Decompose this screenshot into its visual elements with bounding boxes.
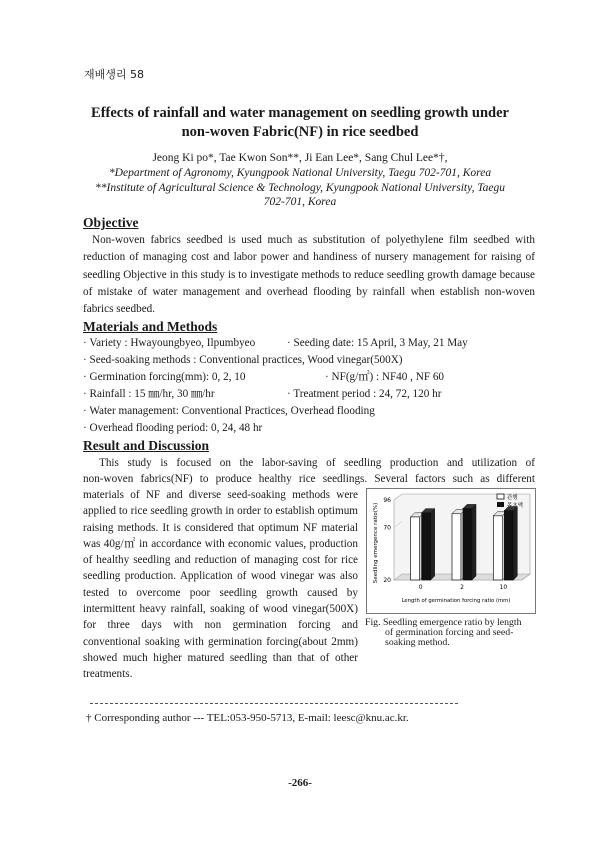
objective-text: Non-woven fabrics seedbed is used much as substitution of polyethylene film seedbed with reduction of managing cost and labor power and handiness of nursery management for raising of seedling Objective in this study is to investigate methods to reduce seedling growth damage because of mistake of water management and overhead flooding by rainfall when establish non-woven fabrics seedbed. (83, 234, 535, 316)
bar-2-0 (422, 513, 431, 580)
author-list: Jeong Ki po*, Tae Kwon Son**, Ji Ean Lee*, Sang Chul Lee*†, (152, 152, 448, 164)
paper-title (60, 104, 540, 142)
bar-side-2-0 (431, 509, 435, 580)
bar-2-10 (504, 511, 513, 580)
bar-side-2-2 (472, 504, 476, 580)
affiliation-line-1: *Department of Agronomy, Kyungpook National University, Taegu 702-701, Korea (108, 167, 492, 179)
methods-soaking: · Seed-soaking methods : Conventional practices, Wood vinegar(500X) (83, 354, 403, 366)
bar-2-2 (463, 508, 472, 580)
y-tick-label: 96 (383, 497, 391, 504)
legend-swatch-2 (497, 502, 504, 507)
bar-side-2-10 (513, 507, 517, 580)
x-tick-label: 10 (499, 584, 508, 591)
methods-seeding-date: · Seeding date: 15 April, 3 May, 21 May (287, 337, 468, 349)
y-tick-label: 70 (383, 524, 391, 532)
results-heading: Result and Discussion (83, 438, 210, 453)
methods-flooding: · Overhead flooding period: 0, 24, 48 hr (83, 422, 263, 434)
objective-heading: Objective (83, 215, 139, 230)
footnote: † Corresponding author --- TEL:053-950-5713, E-mail: leesc@knu.ac.kr. (86, 712, 409, 724)
caption-line-3: soaking method. (385, 637, 450, 648)
results-line-1: This study is focused on the labor-saving of seedling production and utilization of (99, 457, 535, 469)
title-line-2: non-woven Fabric(NF) in rice seedbed (181, 124, 419, 140)
footnote-divider (90, 703, 458, 704)
methods-variety: · Variety : Hwayoungbyeo, Ilpumbyeo (83, 337, 256, 349)
affiliation-line-2: **Institute of Agricultural Science & Technology, Kyungpook National University, Taegu (94, 181, 506, 194)
x-tick-label: 0 (418, 584, 423, 591)
bar-1-0 (411, 517, 420, 580)
legend-label-2: 목초액 (507, 503, 523, 509)
methods-heading: Materials and Methods (83, 319, 218, 334)
results-line-2: non-woven fabrics(NF) to produce healthy rice seedlings. Several factors such as different (83, 473, 535, 485)
page-number: -266- (288, 777, 312, 789)
y-tick-label: 20 (383, 577, 391, 584)
caption-line-1: Fig. Seedling emergence ratio by length (365, 617, 522, 628)
methods-water: · Water management: Conventional Practices, Overhead flooding (83, 405, 375, 417)
methods-treatment: · Treatment period : 24, 72, 120 hr (287, 388, 442, 400)
affiliations (60, 166, 540, 210)
caption-line-2: of germination forcing and seed- (385, 627, 514, 638)
legend-swatch-1 (497, 494, 504, 499)
figure-caption (365, 618, 537, 648)
legend-label-1: 관행 (507, 495, 518, 501)
bar-1-2 (452, 514, 461, 580)
results-column-text: materials of NF and diverse seed-soaking methods were applied to rice seedling growth in order to establish optimum raising methods. It is considered that optimum NF material was 40g/㎡ in accordance with economic values, production of healthy seedling and reduction of managing cost for rice seedling production. Application of wood vinegar was also tested to overcome poor seedling growth caused by intermittent heavy rainfall, soaking of wood vinegar(500X) for three days with non germination forcing and conventional soaking with germination forcing(about 2mm) showed much higher matured seedling than that of other treatments. (83, 489, 358, 681)
page-header: 재배생리 58 (84, 68, 144, 81)
x-tick-label: 2 (460, 584, 464, 591)
y-axis-label: Seedling emergence ratio(%) (373, 502, 379, 584)
bar-1-10 (493, 516, 502, 580)
methods-germination: · Germination forcing(mm): 0, 2, 10 (83, 371, 246, 383)
methods-nf: · NF(g/㎡) : NF40 , NF 60 (325, 371, 445, 383)
title-line-1: Effects of rainfall and water management on seedling growth under (91, 105, 509, 121)
methods-rainfall: · Rainfall : 15 ㎜/hr, 30 ㎜/hr (83, 388, 215, 400)
emergence-chart (366, 488, 536, 614)
x-axis-label: Length of germination forcing ratio (mm) (401, 598, 511, 604)
affiliation-line-3: 702-701, Korea (263, 196, 337, 208)
